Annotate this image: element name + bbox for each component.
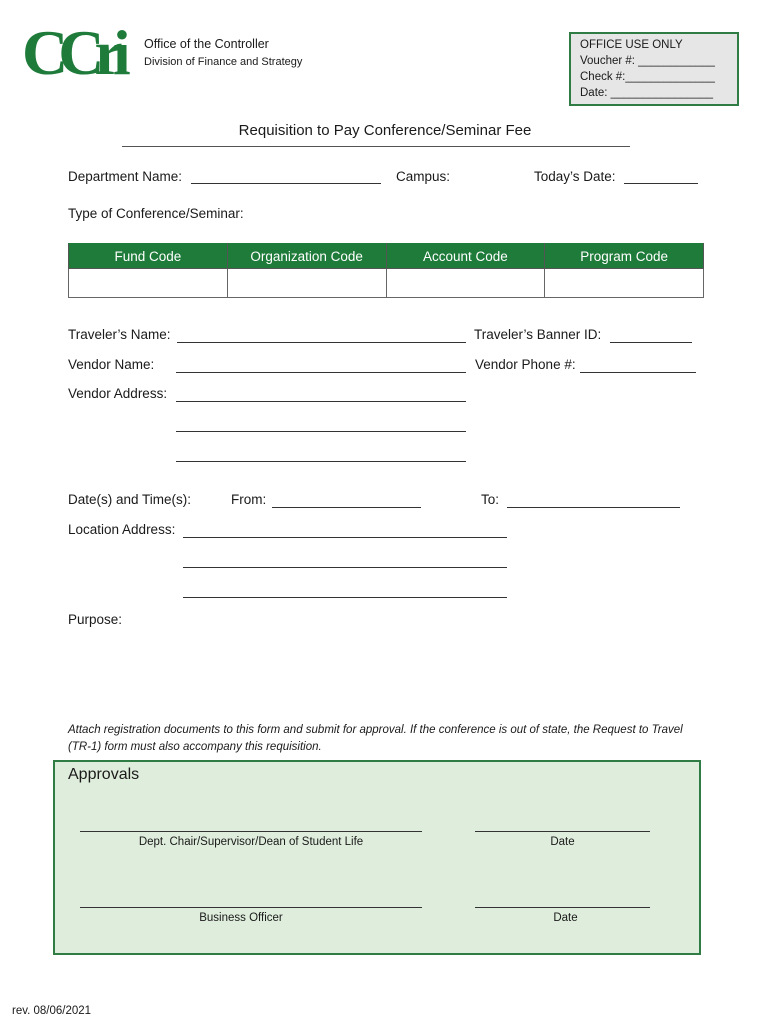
campus-field[interactable]	[452, 183, 524, 184]
vendor-phone-label: Vendor Phone #:	[475, 357, 576, 372]
dept-chair-date-caption: Date	[550, 836, 575, 848]
vendor-phone-field[interactable]	[580, 372, 696, 373]
organization-code-cell[interactable]	[227, 269, 386, 298]
todays-date-label: Today’s Date:	[534, 169, 616, 184]
from-label: From:	[231, 492, 267, 507]
fund-code-header: Fund Code	[69, 244, 228, 269]
vendor-name-field[interactable]	[176, 372, 466, 373]
program-code-header: Program Code	[545, 244, 704, 269]
approvals-panel	[53, 760, 701, 955]
org-division-name: Division of Finance and Strategy	[144, 56, 303, 68]
codes-header-row	[69, 244, 704, 269]
codes-entry-row	[69, 269, 704, 298]
account-code-header: Account Code	[386, 244, 545, 269]
office-use-voucher: Voucher #: ____________	[580, 55, 715, 67]
location-address-label: Location Address:	[68, 522, 176, 537]
vendor-address-line-2[interactable]	[176, 431, 466, 432]
conference-type-field[interactable]	[252, 204, 692, 224]
purpose-label: Purpose:	[68, 612, 123, 627]
campus-label: Campus:	[396, 169, 451, 184]
banner-id-label: Traveler’s Banner ID:	[474, 327, 602, 342]
vendor-address-line-3[interactable]	[176, 461, 466, 462]
location-address-line-3[interactable]	[183, 597, 507, 598]
office-use-title: OFFICE USE ONLY	[580, 39, 683, 51]
office-use-box	[569, 32, 739, 106]
revision-label: rev. 08/06/2021	[12, 1005, 92, 1017]
vendor-address-line-1[interactable]	[176, 401, 466, 402]
title-divider	[122, 146, 630, 147]
dept-chair-date-line[interactable]	[475, 831, 650, 832]
location-address-line-1[interactable]	[183, 537, 507, 538]
ccri-logo-mark	[22, 20, 136, 84]
instructions-note: Attach registration documents to this form and submit for approval. If the conference is out of state, the Request to Travel (TR-1) form must also accompany this requisition.	[68, 724, 683, 753]
todays-date-field[interactable]	[624, 183, 698, 184]
from-field[interactable]	[272, 507, 421, 508]
dates-times-label: Date(s) and Time(s):	[68, 492, 192, 507]
organization-code-header: Organization Code	[227, 244, 386, 269]
office-use-check: Check #:______________	[580, 71, 715, 83]
business-officer-signature-caption: Business Officer	[199, 912, 283, 924]
vendor-address-label: Vendor Address:	[68, 386, 168, 401]
department-label: Department Name:	[68, 169, 183, 184]
program-code-cell[interactable]	[545, 269, 704, 298]
conference-type-label: Type of Conference/Seminar:	[68, 206, 244, 221]
to-label: To:	[481, 492, 500, 507]
dept-chair-signature-caption: Dept. Chair/Supervisor/Dean of Student Life	[138, 836, 364, 848]
banner-id-field[interactable]	[610, 342, 692, 343]
fund-code-cell[interactable]	[69, 269, 228, 298]
business-officer-date-line[interactable]	[475, 907, 650, 908]
purpose-field[interactable]	[130, 610, 700, 710]
form-title: Requisition to Pay Conference/Seminar Fee	[238, 122, 532, 139]
logo-text: CCri	[22, 20, 121, 84]
dept-chair-signature-line[interactable]	[80, 831, 422, 832]
account-code-cell[interactable]	[386, 269, 545, 298]
traveler-name-label: Traveler’s Name:	[68, 327, 171, 342]
approvals-title: Approvals	[68, 766, 140, 783]
account-codes-table	[68, 243, 704, 298]
department-field[interactable]	[191, 183, 381, 184]
org-office-name: Office of the Controller	[144, 37, 269, 51]
business-officer-signature-line[interactable]	[80, 907, 422, 908]
office-use-date: Date: ________________	[580, 87, 714, 99]
vendor-name-label: Vendor Name:	[68, 357, 155, 372]
ccri-logo	[22, 20, 136, 84]
location-address-line-2[interactable]	[183, 567, 507, 568]
to-field[interactable]	[507, 507, 680, 508]
traveler-name-field[interactable]	[177, 342, 466, 343]
business-officer-date-caption: Date	[553, 912, 578, 924]
